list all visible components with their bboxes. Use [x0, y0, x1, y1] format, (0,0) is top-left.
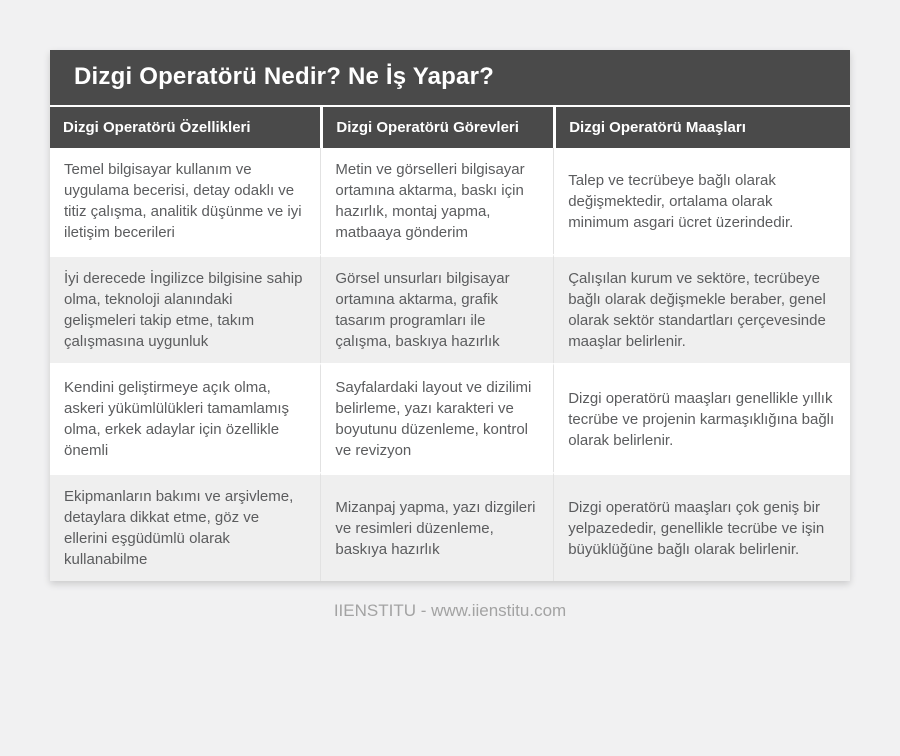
- table-cell: Mizanpaj yapma, yazı dizgileri ve resimleri düzenleme, baskıya hazırlık: [320, 472, 553, 581]
- table-cell: Dizgi operatörü maaşları genellikle yıllık tecrübe ve projenin karmaşıklığına bağlı olarak belirlenir.: [553, 363, 850, 472]
- info-table: [50, 105, 850, 581]
- table-cell: Çalışılan kurum ve sektöre, tecrübeye bağlı olarak değişmekle beraber, genel olarak sektör standartları çerçevesinde maaşlar belirlenir.: [553, 254, 850, 363]
- column-header-maaslari: Dizgi Operatörü Maaşları: [553, 105, 850, 148]
- table-row: [50, 254, 850, 363]
- table-cell: Ekipmanların bakımı ve arşivleme, detaylara dikkat etme, göz ve ellerini eşgüdümlü olarak kullanabilme: [50, 472, 320, 581]
- table-row: [50, 472, 850, 581]
- page-title: Dizgi Operatörü Nedir? Ne İş Yapar?: [74, 63, 494, 90]
- table-row: [50, 148, 850, 254]
- column-header-ozellikleri: Dizgi Operatörü Özellikleri: [50, 105, 320, 148]
- footer-text: IIENSTITU - www.iienstitu.com: [333, 601, 567, 620]
- table-cell: Temel bilgisayar kullanım ve uygulama becerisi, detay odaklı ve titiz çalışma, analitik düşünme ve iyi iletişim becerileri: [50, 148, 320, 254]
- info-table-card: [50, 50, 850, 581]
- table-title-bar: [50, 50, 850, 105]
- table-cell: Dizgi operatörü maaşları çok geniş bir yelpazededir, genellikle tecrübe ve işin büyüklüğüne bağlı olarak belirlenir.: [553, 472, 850, 581]
- table-cell: Kendini geliştirmeye açık olma, askeri yükümlülükleri tamamlamış olma, erkek adaylar için özellikle önemli: [50, 363, 320, 472]
- table-cell: Talep ve tecrübeye bağlı olarak değişmektedir, ortalama olarak minimum asgari ücret üzerindedir.: [553, 148, 850, 254]
- table-header-row: [50, 105, 850, 148]
- table-cell: İyi derecede İngilizce bilgisine sahip olma, teknoloji alanındaki gelişmeleri takip etme, takım çalışmasına uygunluk: [50, 254, 320, 363]
- footer: [50, 581, 850, 621]
- table-cell: Görsel unsurları bilgisayar ortamına aktarma, grafik tasarım programları ile çalışma, baskıya hazırlık: [320, 254, 553, 363]
- table-row: [50, 363, 850, 472]
- table-cell: Metin ve görselleri bilgisayar ortamına aktarma, baskı için hazırlık, montaj yapma, matbaaya gönderim: [320, 148, 553, 254]
- table-cell: Sayfalardaki layout ve dizilimi belirleme, yazı karakteri ve boyutunu düzenleme, kontrol ve revizyon: [320, 363, 553, 472]
- column-header-gorevleri: Dizgi Operatörü Görevleri: [320, 105, 553, 148]
